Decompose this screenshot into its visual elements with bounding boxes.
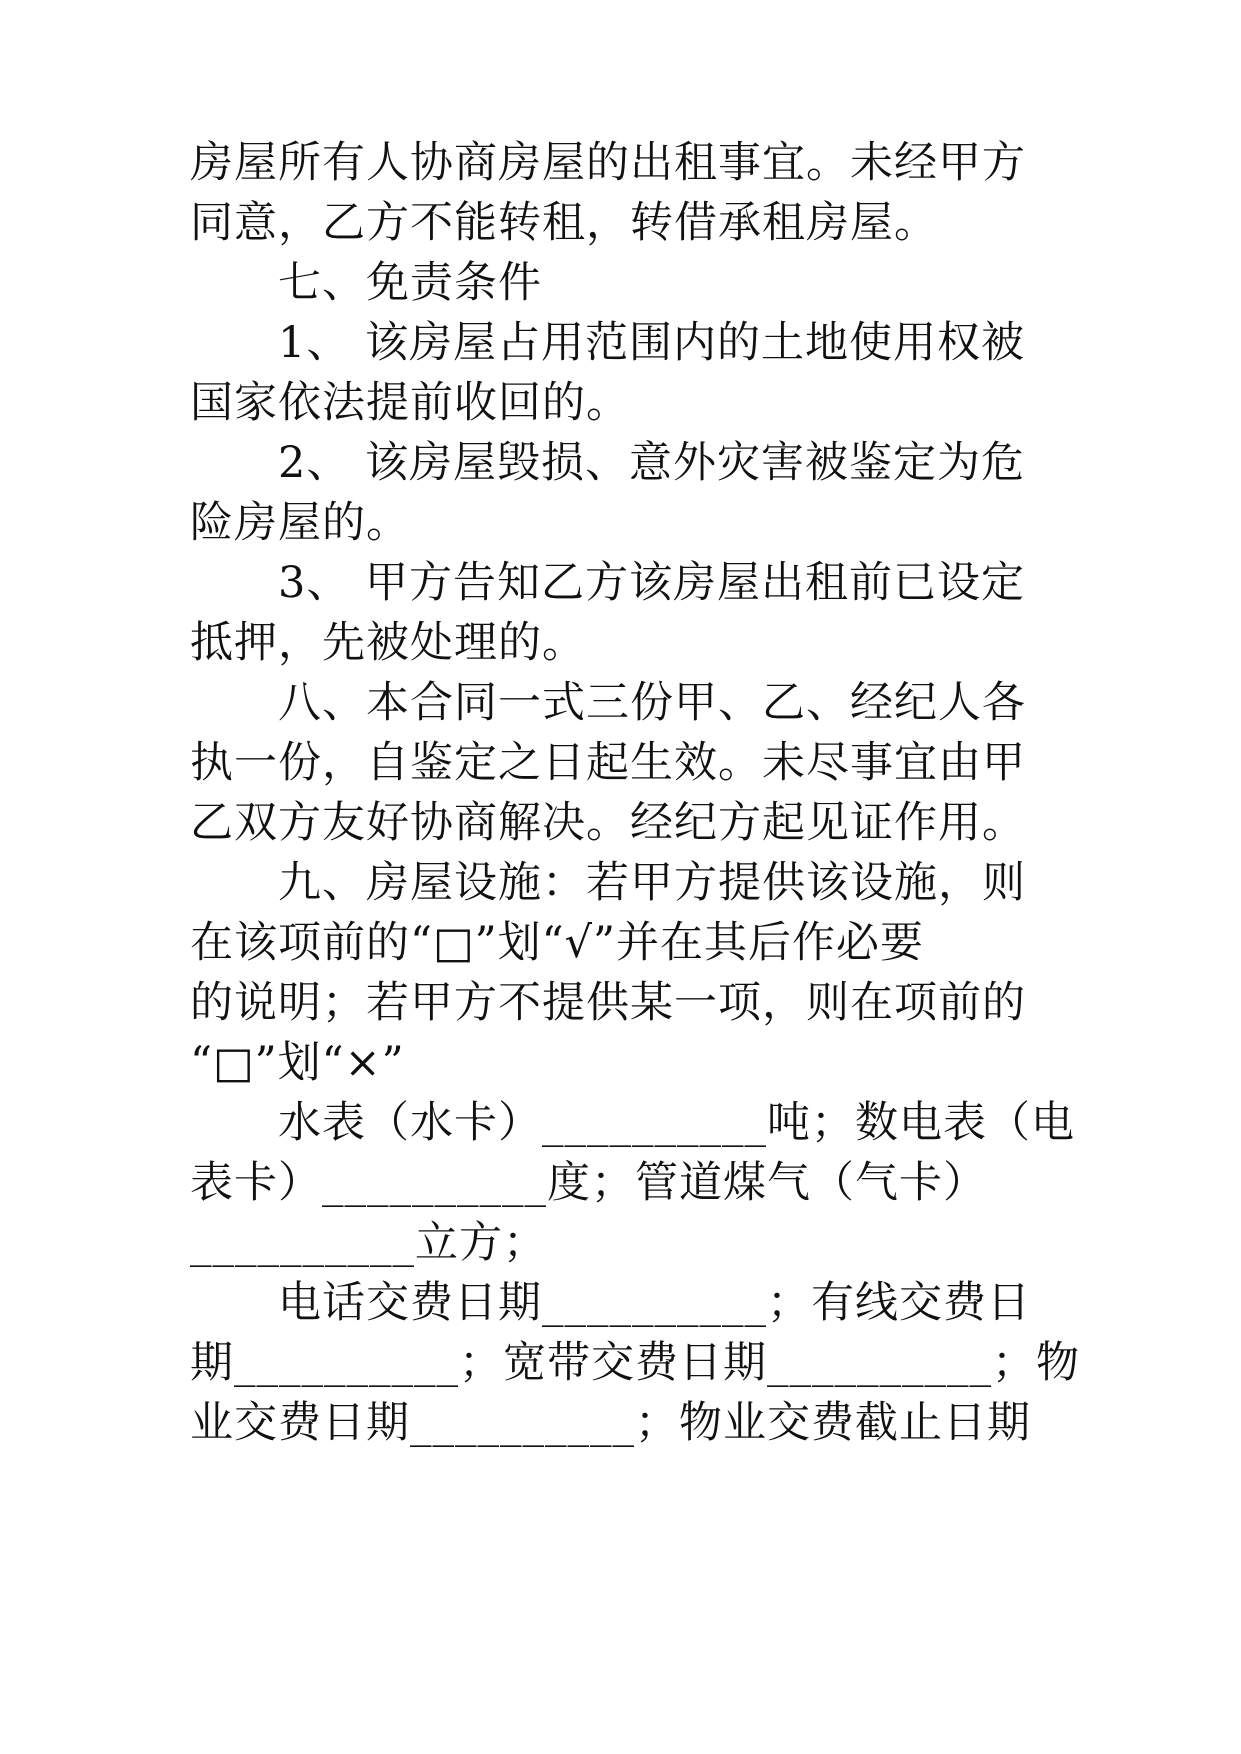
body-line-2: 同意，乙方不能转租，转借承租房屋。 (190, 198, 938, 248)
list-item-3: 3、 甲方告知乙方该房屋出租前已设定 (278, 558, 1026, 608)
section-heading-7: 七、免责条件 (278, 258, 542, 308)
section-8-line-1: 八、本合同一式三份甲、乙、经纪人各 (278, 678, 1026, 728)
section-9-line-4: “□”划“×” (190, 1038, 405, 1088)
meter-line-2: 表卡）__________度；管道煤气（气卡） (190, 1158, 987, 1208)
list-item-2: 2、 该房屋毁损、意外灾害被鉴定为危 (278, 438, 1026, 488)
section-9-line-2: 在该项前的“□”划“√”并在其后作必要 (190, 918, 924, 968)
list-item-1-continued: 国家依法提前收回的。 (190, 378, 630, 428)
section-8-line-3: 乙双方友好协商解决。经纪方起见证作用。 (190, 798, 1026, 848)
payment-line-1: 电话交费日期__________；有线交费日 (278, 1278, 1031, 1328)
meter-line-3: __________立方； (190, 1218, 547, 1268)
payment-line-2: 期__________；宽带交费日期__________；物 (190, 1338, 1080, 1388)
list-item-3-continued: 抵押，先被处理的。 (190, 618, 586, 668)
list-item-2-continued: 险房屋的。 (190, 498, 410, 548)
section-9-line-1: 九、房屋设施：若甲方提供该设施，则 (278, 858, 1026, 908)
meter-line-1: 水表（水卡）__________吨；数电表（电 (278, 1098, 1075, 1148)
list-item-1: 1、 该房屋占用范围内的土地使用权被 (278, 318, 1026, 368)
section-8-line-2: 执一份，自鉴定之日起生效。未尽事宜由甲 (190, 738, 1026, 788)
payment-line-3: 业交费日期__________；物业交费截止日期 (190, 1398, 1031, 1448)
section-9-line-3: 的说明；若甲方不提供某一项，则在项前的 (190, 978, 1026, 1028)
body-line-1: 房屋所有人协商房屋的出租事宜。未经甲方 (190, 138, 1026, 188)
